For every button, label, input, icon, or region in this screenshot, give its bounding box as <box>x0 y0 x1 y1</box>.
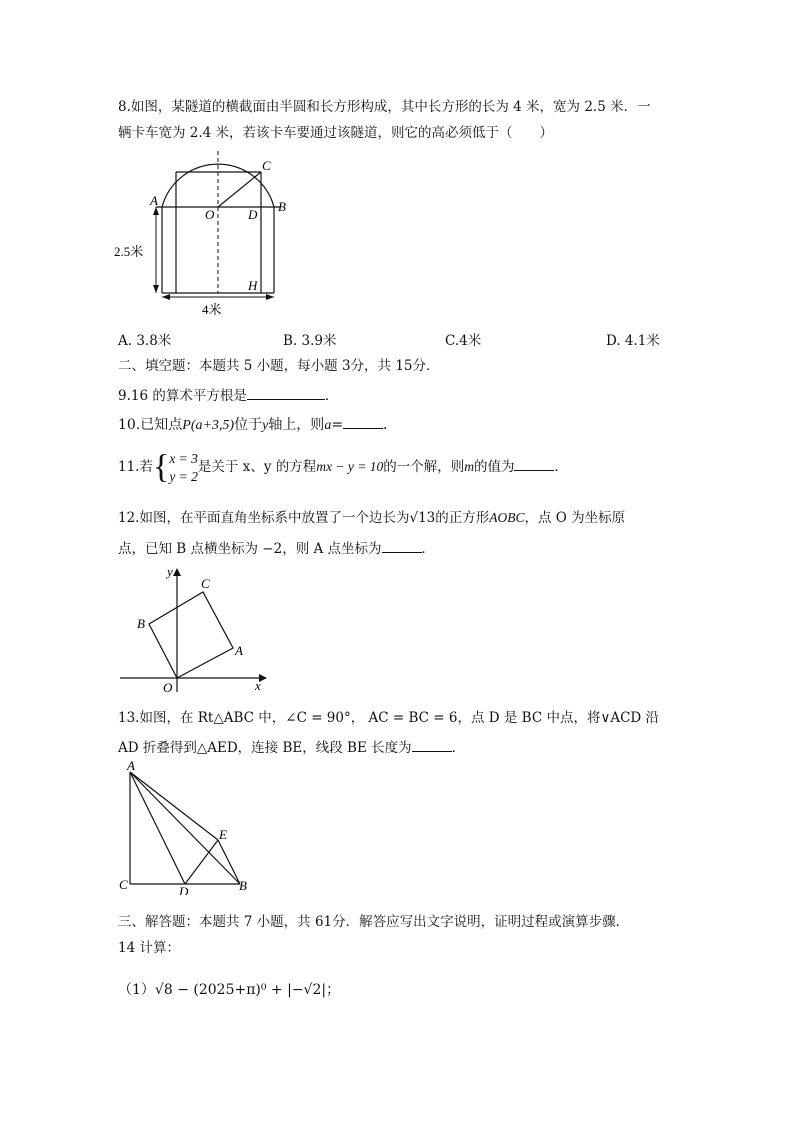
triangle-figure <box>115 760 265 895</box>
q14-part1 <box>118 980 340 1000</box>
q10-mid: 位于 <box>234 417 263 433</box>
q8-option-b: B. 3.9米 <box>283 333 337 349</box>
q11-equation: mx − y = 10 <box>316 459 384 474</box>
q9 <box>118 385 338 406</box>
q11 <box>118 447 568 487</box>
label-C: C <box>119 877 128 892</box>
q12-line1c: ，点 O 为坐标原 <box>524 510 626 526</box>
q8-line2: 辆卡车宽为 2.4 米，若该卡车要通过该隧道，则它的高必须低于（ ） <box>118 125 554 141</box>
label-H: H <box>248 278 258 293</box>
q12-line1b: 的正方形 <box>435 510 490 526</box>
label-height: 2.5米 <box>114 244 144 259</box>
q11-eq1: x = 3 <box>169 450 198 466</box>
q12-line2 <box>118 538 435 559</box>
q12-square-name: AOBC <box>489 510 525 525</box>
q12-line1-text: 12.如图，在平面直角坐标系中放置了一个边长为 <box>118 510 410 526</box>
q11-mid: 是关于 x、y 的方程 <box>197 459 317 475</box>
q9-text: 9.16 的算术平方根是 <box>118 388 247 404</box>
label-y: y <box>167 564 173 579</box>
q8-option-a: A. 3.8米 <box>118 333 172 349</box>
q9-end: ． <box>324 388 339 404</box>
q13-end: ． <box>451 740 466 756</box>
label-C: C <box>262 158 271 173</box>
q8-line1: 8.如图，某隧道的横截面由半圆和长方形构成，其中长方形的长为 4 米，宽为 2.5 米．一 <box>118 99 651 115</box>
q12-end: ． <box>421 541 436 557</box>
q14-part1-label: （1） <box>118 982 155 998</box>
label-width: 4米 <box>202 302 222 317</box>
q13-line1: 13.如图，在 Rt△ABC 中，∠C = 90°， AC = BC = 6，点 D 是 BC 中点，将∨ACD 沿 <box>118 710 660 726</box>
coordinate-figure <box>115 562 275 697</box>
q11-mid3: 的值为 <box>473 459 515 475</box>
q10-point: P(a+3,5) <box>182 418 235 433</box>
q10-mid2: 轴上，则 <box>268 417 325 433</box>
label-E: E <box>219 827 227 842</box>
q14-part1-expr: √8 − (2025+π)⁰ + |−√2|； <box>154 982 341 998</box>
q14-title: 14 计算： <box>118 940 180 956</box>
q11-m: m <box>464 459 474 474</box>
q12-line1 <box>118 508 625 528</box>
q13-answer-blank <box>412 737 452 752</box>
label-D: D <box>248 207 258 222</box>
q11-answer-blank <box>514 456 554 471</box>
q11-mid2: 的一个解，则 <box>383 459 465 475</box>
q12-answer-blank <box>382 538 422 553</box>
q13-line2 <box>118 737 465 758</box>
label-O: O <box>163 680 173 695</box>
q10-y: y <box>262 418 269 433</box>
q9-answer-blank <box>247 385 325 400</box>
label-B: B <box>137 616 145 631</box>
label-A: A <box>127 760 135 773</box>
q11-eq2: y = 2 <box>169 468 198 484</box>
section3-heading: 三、解答题：本题共 7 小题，共 61分．解答应写出文字说明，证明过程或演算步骤． <box>118 914 630 930</box>
label-B: B <box>239 878 247 893</box>
q11-end: ． <box>554 459 568 475</box>
q11-pre: 11.若 <box>118 459 153 475</box>
section2-heading: 二、填空题：本题共 5 小题，每小题 3分，共 15分． <box>118 358 440 374</box>
q11-brace: { <box>152 448 170 486</box>
q10-pre: 10.已知点 <box>118 417 183 433</box>
q12-line2-text: 点，已知 B 点横坐标为 −2，则 A 点坐标为 <box>118 541 382 557</box>
q10-answer-blank <box>343 414 383 429</box>
label-A: A <box>150 193 158 208</box>
q12-sqrt: √13 <box>409 510 436 526</box>
q10 <box>118 414 397 436</box>
tunnel-figure <box>110 145 290 320</box>
label-O: O <box>205 207 215 222</box>
q10-eq: = <box>331 417 344 433</box>
q8-option-c: C.4米 <box>445 333 482 349</box>
label-D: D <box>179 884 189 895</box>
q11-system <box>169 450 198 486</box>
q10-end: ． <box>383 417 398 433</box>
label-B: B <box>278 199 286 214</box>
q8-option-d: D. 4.1米 <box>606 333 660 349</box>
q10-a: a <box>324 418 332 433</box>
label-A: A <box>235 643 243 658</box>
label-x: x <box>255 678 261 693</box>
label-C: C <box>201 576 210 591</box>
q13-line2-text: AD 折叠得到△AED，连接 BE，线段 BE 长度为 <box>118 740 412 756</box>
